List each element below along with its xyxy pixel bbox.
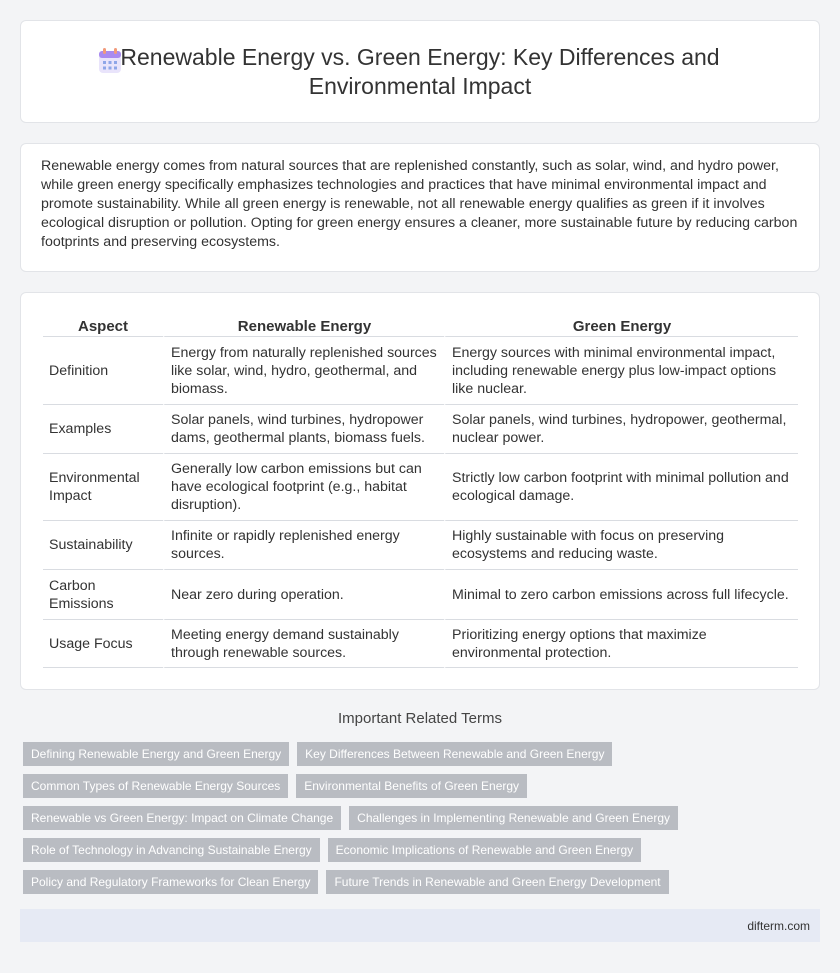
header-renewable: Renewable Energy (163, 315, 444, 337)
header-aspect: Aspect (43, 315, 163, 337)
table-row (43, 570, 798, 620)
footer-site-link[interactable]: difterm.com (747, 919, 810, 933)
related-term-link[interactable]: Policy and Regulatory Frameworks for Clean Energy (23, 870, 318, 894)
related-term-link[interactable]: Key Differences Between Renewable and Green Energy (297, 742, 612, 766)
aspect-cell: Environmental Impact (43, 454, 163, 521)
aspect-cell: Usage Focus (43, 620, 163, 668)
comparison-table (43, 315, 798, 668)
related-term-link[interactable]: Future Trends in Renewable and Green Energy Development (326, 870, 668, 894)
related-term-link[interactable]: Role of Technology in Advancing Sustainable Energy (23, 838, 320, 862)
green-cell: Solar panels, wind turbines, hydropower, geothermal, nuclear power. (444, 405, 798, 454)
related-term-link[interactable]: Environmental Benefits of Green Energy (296, 774, 527, 798)
related-term-link[interactable]: Renewable vs Green Energy: Impact on Climate Change (23, 806, 341, 830)
related-terms-row (23, 870, 813, 894)
green-cell: Prioritizing energy options that maximize environmental protection. (444, 620, 798, 668)
aspect-cell: Carbon Emissions (43, 570, 163, 620)
related-terms-row (23, 806, 813, 830)
aspect-cell: Definition (43, 337, 163, 405)
aspect-cell: Examples (43, 405, 163, 454)
related-terms-row (23, 838, 813, 862)
comparison-table-card (20, 292, 820, 690)
renewable-cell: Near zero during operation. (163, 570, 444, 620)
renewable-cell: Meeting energy demand sustainably through renewable sources. (163, 620, 444, 668)
green-cell: Energy sources with minimal environmental impact, including renewable energy plus low-impact options like nuclear. (444, 337, 798, 405)
related-terms-list (23, 742, 813, 902)
related-term-link[interactable]: Defining Renewable Energy and Green Energy (23, 742, 289, 766)
green-cell: Minimal to zero carbon emissions across full lifecycle. (444, 570, 798, 620)
related-terms-row (23, 742, 813, 766)
green-cell: Strictly low carbon footprint with minimal pollution and ecological damage. (444, 454, 798, 521)
table-row (43, 405, 798, 454)
aspect-cell: Sustainability (43, 521, 163, 570)
table-header-row (43, 315, 798, 337)
header-green: Green Energy (444, 315, 798, 337)
intro-card (20, 143, 820, 272)
renewable-cell: Infinite or rapidly replenished energy sources. (163, 521, 444, 570)
green-cell: Highly sustainable with focus on preserving ecosystems and reducing waste. (444, 521, 798, 570)
table-row (43, 521, 798, 570)
table-row (43, 620, 798, 668)
renewable-cell: Energy from naturally replenished sources like solar, wind, hydro, geothermal, and biomass. (163, 337, 444, 405)
page-title: Renewable Energy vs. Green Energy: Key Differences and Environmental Impact (120, 44, 720, 99)
related-terms-row (23, 774, 813, 798)
related-term-link[interactable]: Economic Implications of Renewable and Green Energy (328, 838, 642, 862)
footer-bar (20, 909, 820, 942)
intro-paragraph: Renewable energy comes from natural sources that are replenished constantly, such as solar, wind, and hydro power, while green energy specifically emphasizes technologies and practices that have minimal environmental impact and promote sustainability. While all green energy is renewable, not all renewable energy qualifies as green if it involves ecological disruption or pollution. Opting for green energy ensures a cleaner, more sustainable future by reducing carbon footprints and preserving ecosystems. (41, 158, 798, 250)
renewable-cell: Generally low carbon emissions but can have ecological footprint (e.g., habitat disruption). (163, 454, 444, 521)
table-row (43, 454, 798, 521)
related-term-link[interactable]: Challenges in Implementing Renewable and Green Energy (349, 806, 678, 830)
related-terms-title: Important Related Terms (338, 710, 502, 727)
header-card (20, 20, 820, 123)
related-term-link[interactable]: Common Types of Renewable Energy Sources (23, 774, 288, 798)
table-row (43, 337, 798, 405)
renewable-cell: Solar panels, wind turbines, hydropower dams, geothermal plants, biomass fuels. (163, 405, 444, 454)
